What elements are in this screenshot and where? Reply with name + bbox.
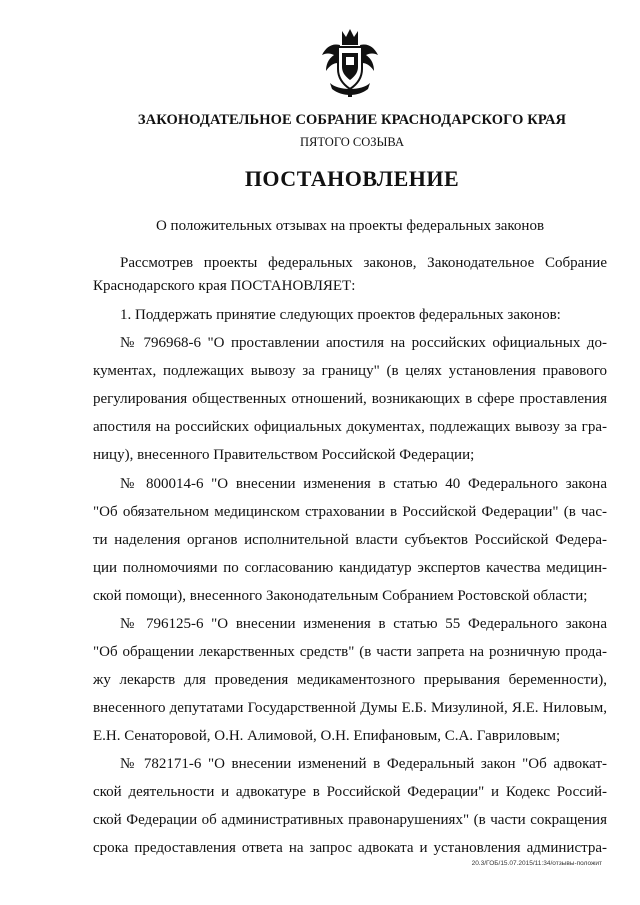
body-line: ции полномочиями по согласованию кандидатур экспертов качества медицин-: [93, 560, 607, 576]
body-line: 1. Поддержать принятие следующих проектов федеральных законов:: [120, 307, 561, 323]
body-line: "Об обязательном медицинском страховании в Российской Федерации" (в час-: [93, 504, 607, 520]
organization-name: ЗАКОНОДАТЕЛЬНОЕ СОБРАНИЕ КРАСНОДАРСКОГО КРАЯ: [137, 112, 567, 128]
body-line: № 796968-6 "О проставлении апостиля на российских официальных до-: [120, 335, 607, 351]
body-line: кументах, подлежащих вывозу за границу" (в целях установления правового: [93, 363, 607, 379]
body-line: ской Федерации об административных правонарушениях" (в части сокращения: [93, 812, 607, 828]
body-line: жу лекарств для проведения медикаментозного прерывания беременности),: [93, 672, 607, 688]
body-line: регулирования общественных отношений, возникающих в сфере проставления: [93, 391, 607, 407]
body-line: ницу), внесенного Правительством Российской Федерации;: [93, 447, 475, 463]
body-line: "Об обращении лекарственных средств" (в части запрета на розничную прода-: [93, 644, 607, 660]
krasnodar-coat-of-arms-icon: [318, 27, 382, 99]
document-footer-code: 20.3/ГОБ/15.07.2015/11:34/отзывы-положит: [471, 860, 602, 867]
body-line: ти наделения органов исполнительной власти субъектов Российской Федера-: [93, 532, 607, 548]
document-subject: О положительных отзывах на проекты федеральных законов: [155, 218, 545, 234]
body-line: Рассмотрев проекты федеральных законов, Законодательное Собрание: [120, 255, 607, 271]
body-line: апостиля на российских официальных документах, подлежащих вывозу за гра-: [93, 419, 607, 435]
body-line: ской деятельности и адвокатуре в Российской Федерации" и Кодекс Россий-: [93, 784, 607, 800]
convocation-label: ПЯТОГО СОЗЫВА: [299, 135, 405, 149]
body-line: № 800014-6 "О внесении изменения в статью 40 Федерального закона: [120, 476, 607, 492]
body-line: срока предоставления ответа на запрос адвоката и установления администра-: [93, 840, 607, 856]
body-line: Е.Н. Сенаторовой, О.Н. Алимовой, О.Н. Епифановым, С.А. Гавриловым;: [93, 728, 561, 744]
document-title: ПОСТАНОВЛЕНИЕ: [244, 166, 460, 191]
body-line: ской помощи), внесенного Законодательным Собранием Ростовской области;: [93, 588, 588, 604]
body-line: внесенного депутатами Государственной Думы Е.Б. Мизулиной, Я.Е. Ниловым,: [93, 700, 607, 716]
body-line: Краснодарского края ПОСТАНОВЛЯЕТ:: [93, 278, 356, 294]
body-line: № 796125-6 "О внесении изменения в статью 55 Федерального закона: [120, 616, 607, 632]
body-line: № 782171-6 "О внесении изменений в Федеральный закон "Об адвокат-: [120, 756, 607, 772]
